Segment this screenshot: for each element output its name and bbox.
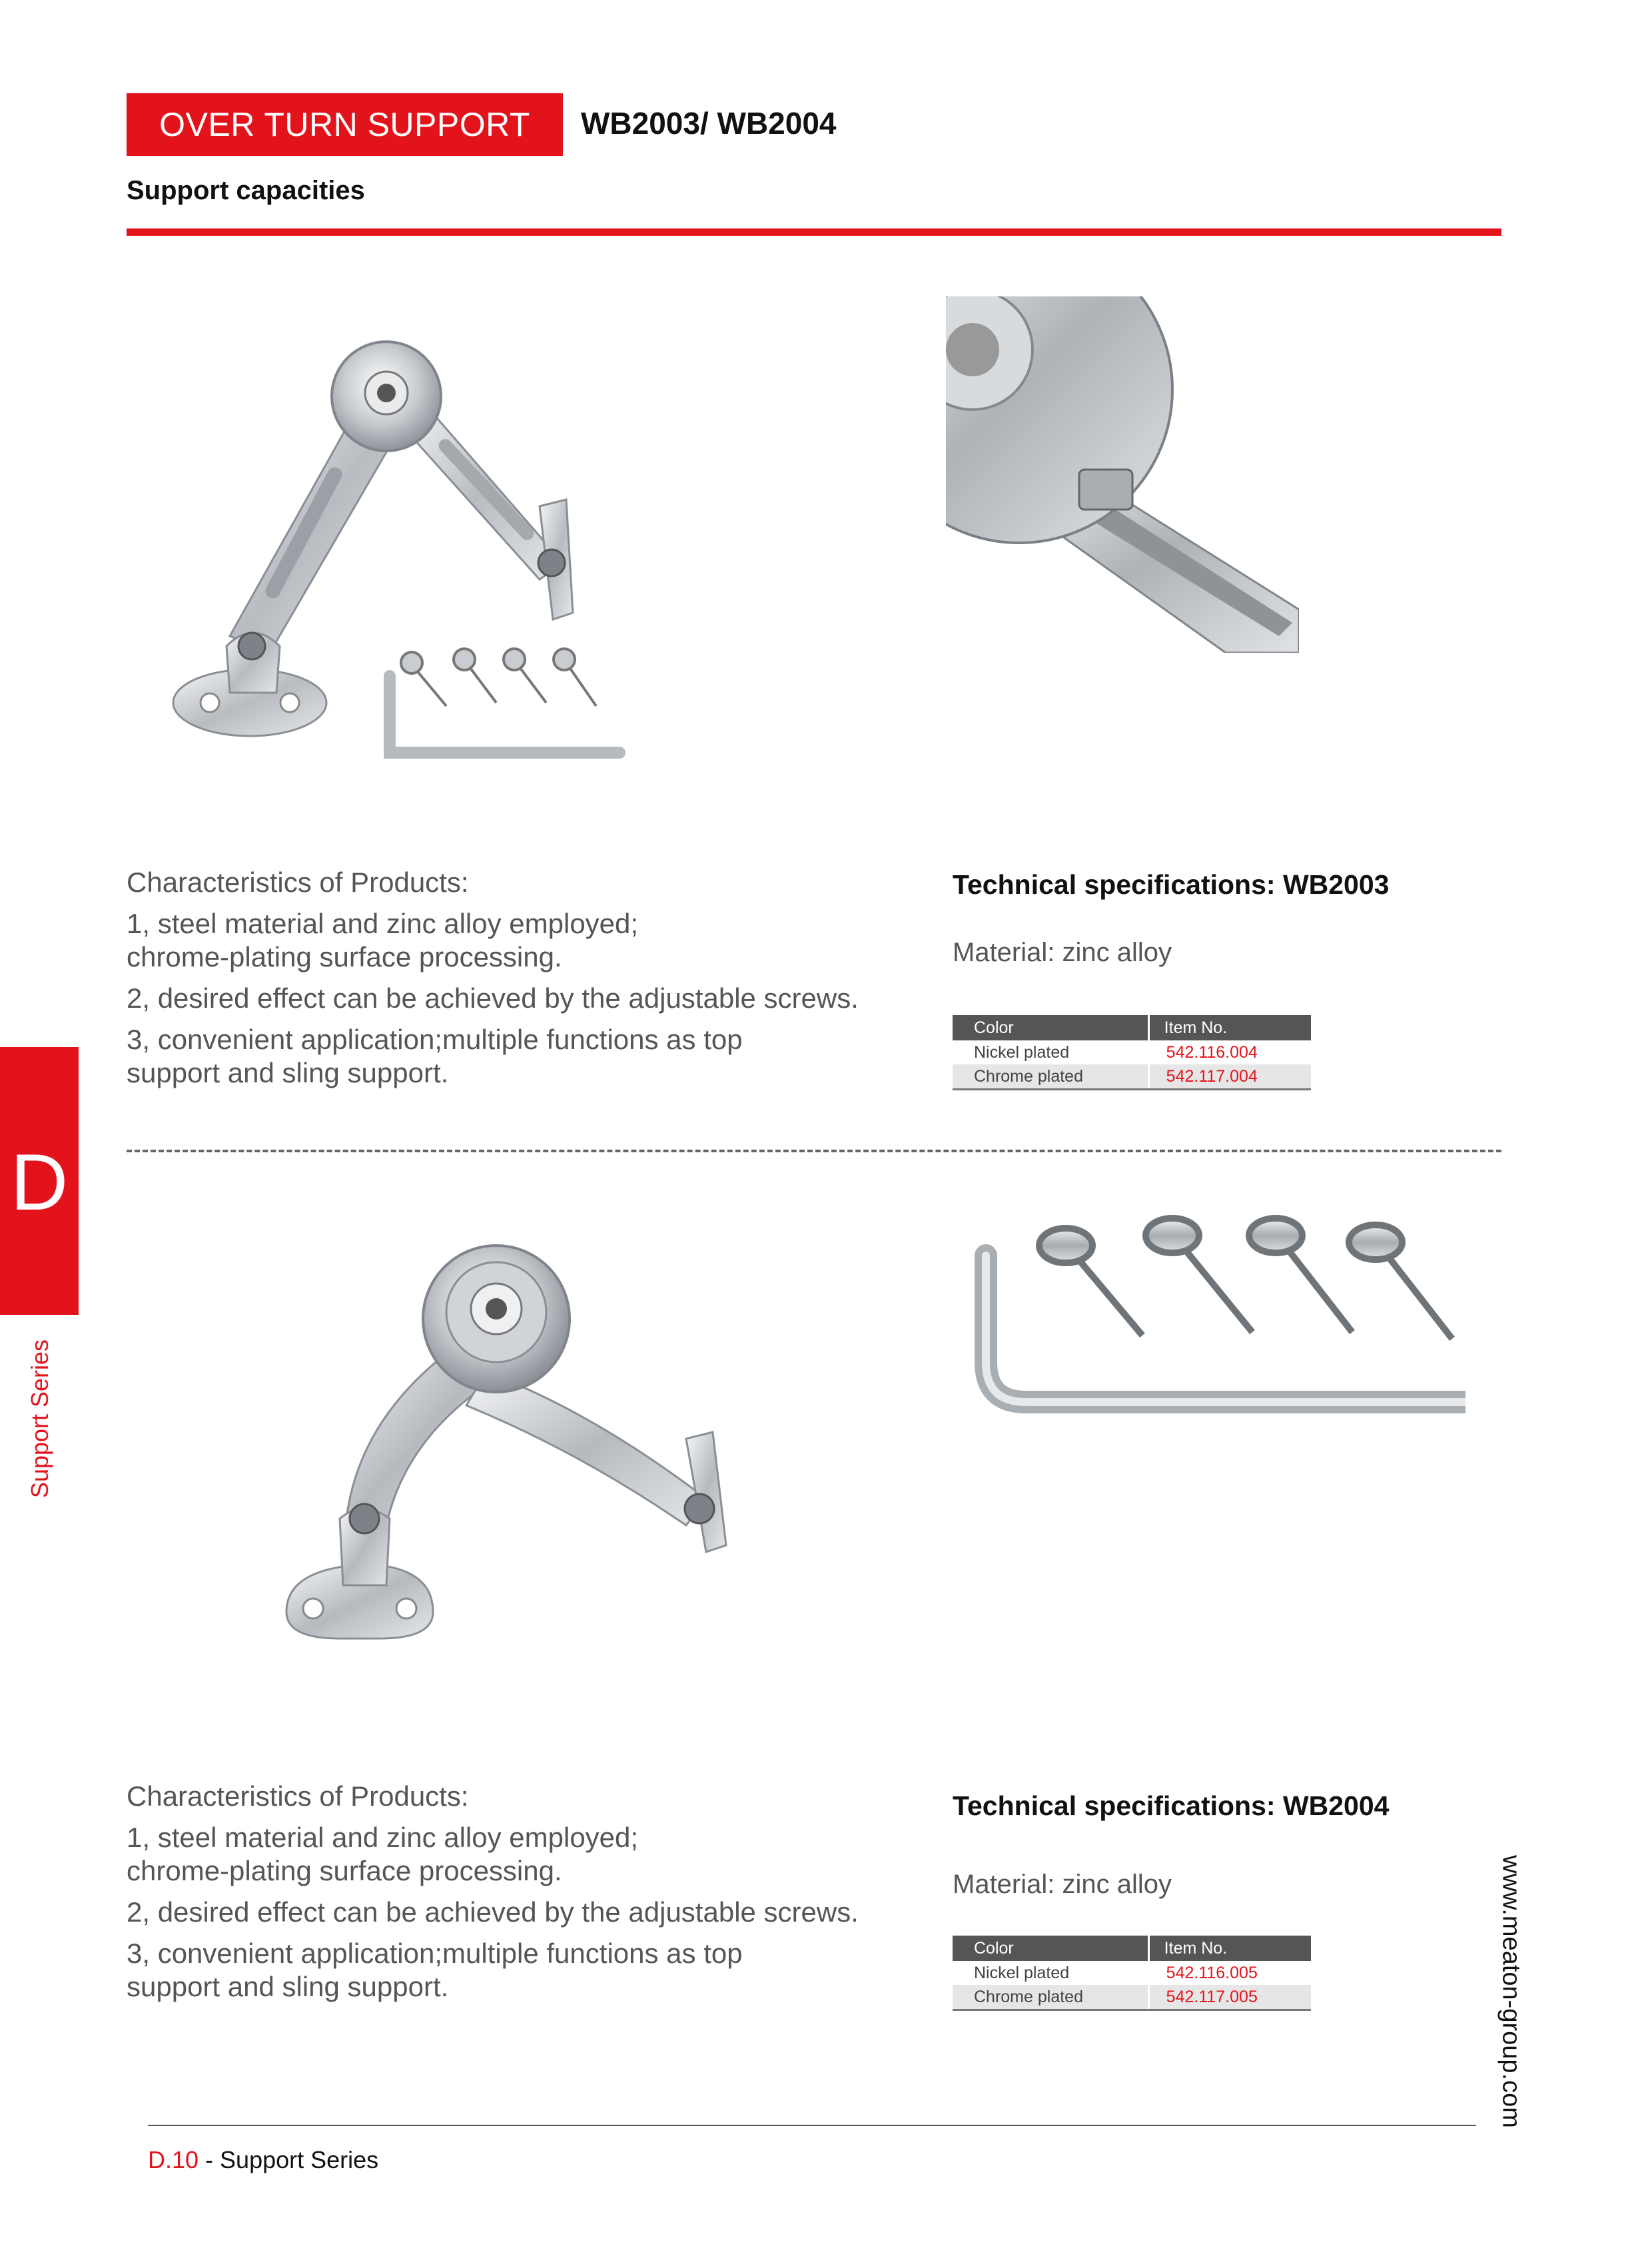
color-cell: Chrome plated — [953, 1985, 1148, 2010]
characteristics-heading: Characteristics of Products: — [127, 1780, 469, 1812]
section-divider — [127, 1150, 1501, 1152]
characteristic-1-line-2: chrome-plating surface processing. — [127, 941, 562, 972]
color-cell: Nickel plated — [974, 1963, 1070, 1982]
website-url: www.meaton-group.com — [1497, 1855, 1525, 2128]
wb2004-material: Material: zinc alloy — [953, 1870, 1172, 1899]
characteristic-2: 2, desired effect can be achieved by the adjustable screws. — [127, 1896, 859, 1928]
table-row — [953, 1064, 1311, 1090]
characteristic-1-line-1: 1, steel material and zinc alloy employed; — [127, 1822, 639, 1853]
table-header-row — [953, 1936, 1311, 1961]
category-title-box — [127, 93, 563, 156]
wb2004-spec-table — [953, 1936, 1311, 2011]
page-number: D.10 — [148, 2146, 199, 2173]
color-cell: Nickel plated — [974, 1042, 1070, 1062]
category-title: OVER TURN SUPPORT — [159, 106, 530, 143]
table-row — [953, 1961, 1311, 1985]
header-item-no: Item No. — [1148, 1015, 1311, 1040]
characteristic-1-line-1: 1, steel material and zinc alloy employed; — [127, 908, 639, 939]
characteristic-1-line-2: chrome-plating surface processing. — [127, 1855, 562, 1886]
item-no-cell: 542.116.004 — [1148, 1040, 1311, 1064]
characteristic-3-line-1: 3, convenient application;multiple functions as top — [127, 1938, 743, 1969]
characteristic-2: 2, desired effect can be achieved by the adjustable screws. — [127, 982, 859, 1014]
wb2003-spec-title: Technical specifications: WB2003 — [953, 869, 1390, 900]
characteristic-3-line-1: 3, convenient application;multiple functions as top — [127, 1024, 743, 1055]
wb2004-characteristics — [127, 1780, 926, 2004]
wb2003-characteristics — [127, 866, 926, 1090]
table-header-row — [953, 1015, 1311, 1040]
footer-divider — [148, 2125, 1476, 2126]
header-color: Color — [953, 1936, 1148, 1961]
model-title: WB2003/ WB2004 — [581, 106, 837, 141]
wb2003-spec-table — [953, 1015, 1311, 1090]
footer-page-label — [148, 2146, 378, 2174]
header-divider — [127, 228, 1501, 236]
header-item-no: Item No. — [1148, 1936, 1311, 1961]
section-series-label: Support Series — [26, 1339, 53, 1499]
header-color: Color — [953, 1015, 1148, 1040]
item-no-cell: 542.116.005 — [1148, 1961, 1311, 1985]
table-row — [953, 1040, 1311, 1064]
page-series: - Support Series — [199, 2146, 379, 2173]
wb2004-screws-key-photo — [959, 1202, 1465, 1449]
characteristic-3-line-2: support and sling support. — [127, 1057, 449, 1088]
characteristics-heading: Characteristics of Products: — [127, 867, 469, 898]
wb2003-product-photo — [133, 333, 639, 813]
section-letter: D — [10, 1138, 69, 1227]
page-subtitle: Support capacities — [127, 176, 365, 205]
color-cell: Chrome plated — [953, 1064, 1148, 1090]
table-row — [953, 1985, 1311, 2010]
characteristic-3-line-2: support and sling support. — [127, 1971, 449, 2002]
wb2003-detail-photo — [946, 296, 1299, 653]
item-no-cell: 542.117.004 — [1148, 1064, 1311, 1090]
wb2004-product-photo — [246, 1239, 819, 1705]
wb2004-spec-title: Technical specifications: WB2004 — [953, 1790, 1390, 1821]
item-no-cell: 542.117.005 — [1148, 1985, 1311, 2010]
wb2003-material: Material: zinc alloy — [953, 938, 1172, 967]
